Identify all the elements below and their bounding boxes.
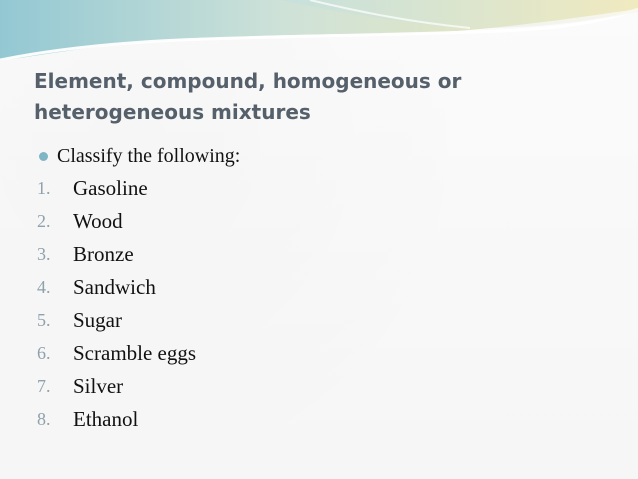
list-item-number: 5.	[37, 310, 51, 330]
slide-title	[34, 66, 594, 128]
list-item	[37, 337, 597, 370]
list-item	[37, 238, 597, 271]
list-item	[37, 370, 597, 403]
list-item-number: 2.	[37, 211, 51, 231]
list-item	[37, 403, 597, 436]
list-item	[37, 172, 597, 205]
list-item	[37, 271, 597, 304]
intro-text: Classify the following:	[57, 145, 241, 167]
intro-bullet	[37, 143, 597, 170]
list-item-number: 1.	[37, 178, 51, 198]
classification-list	[37, 172, 597, 436]
list-item	[37, 205, 597, 238]
slide-content	[37, 143, 597, 436]
list-item-text: Silver	[73, 374, 124, 398]
bullet-dot-icon	[39, 152, 48, 161]
list-item-text: Scramble eggs	[73, 341, 197, 365]
list-item-text: Ethanol	[73, 407, 139, 431]
list-item-text: Sandwich	[73, 275, 156, 299]
list-item-text: Gasoline	[73, 176, 148, 200]
slide-title-line-2: heterogeneous mixtures	[34, 100, 311, 124]
header-wave-decoration	[0, 0, 638, 60]
list-item-number: 8.	[37, 409, 51, 429]
slide-title-line-1: Element, compound, homogeneous or	[34, 69, 462, 93]
list-item	[37, 304, 597, 337]
list-item-text: Sugar	[73, 308, 122, 332]
list-item-number: 6.	[37, 343, 51, 363]
list-item-text: Bronze	[73, 242, 134, 266]
list-item-number: 3.	[37, 244, 51, 264]
list-item-number: 4.	[37, 277, 51, 297]
list-item-text: Wood	[73, 209, 123, 233]
list-item-number: 7.	[37, 376, 51, 396]
